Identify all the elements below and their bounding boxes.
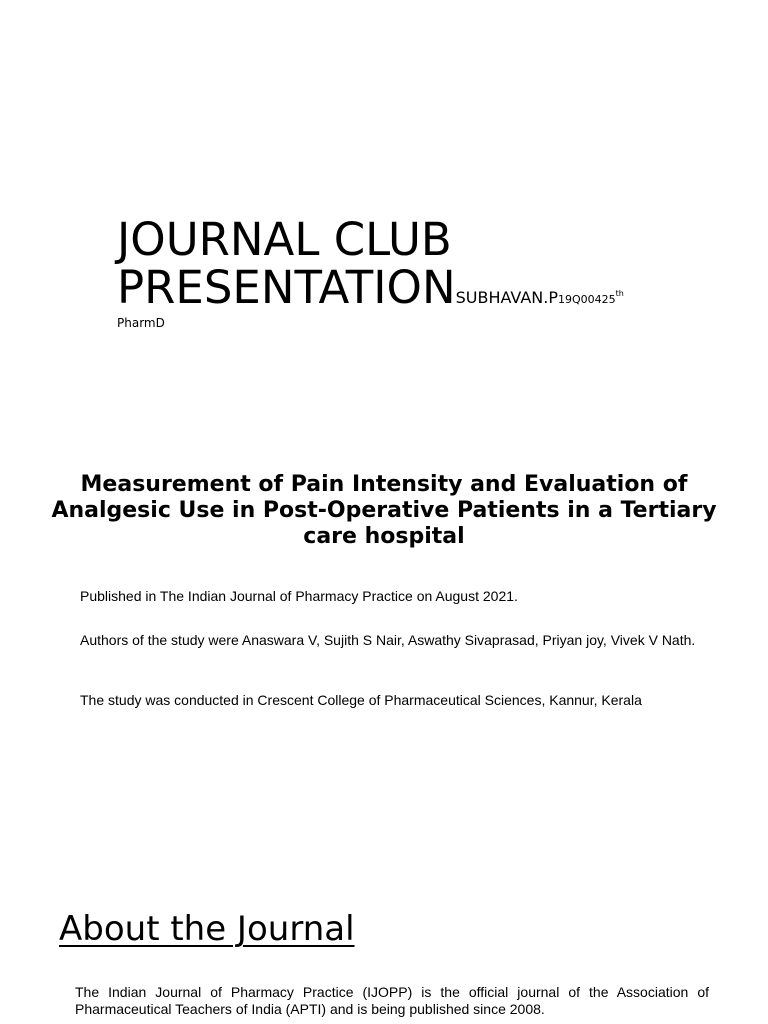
title-line-2 (117, 261, 737, 324)
presenter-name: SUBHAVAN.P (455, 288, 558, 307)
about-journal-text: The Indian Journal of Pharmacy Practice (IJOPP) is the official journal of the Association of Pharmaceutical Teachers of India (APTI) and is being published since 2008. (75, 984, 709, 1017)
presenter-superscript: th (615, 289, 624, 298)
presenter-id: 19Q00425 (558, 293, 616, 306)
publication-info: Published in The Indian Journal of Pharmacy Practice on August 2021. (80, 588, 518, 604)
authors-info: Authors of the study were Anaswara V, Sujith S Nair, Aswathy Sivaprasad, Priyan joy, Vivek V Nath. (80, 632, 696, 648)
paper-title: Measurement of Pain Intensity and Evaluation of Analgesic Use in Post-Operative Patients in a Tertiary care hospital (51, 472, 717, 549)
about-journal-heading: About the Journal (59, 909, 355, 949)
study-location: The study was conducted in Crescent College of Pharmaceutical Sciences, Kannur, Kerala (80, 692, 642, 708)
presentation-title (117, 213, 737, 324)
title-line-1: JOURNAL CLUB (117, 213, 452, 266)
presenter-course: PharmD (117, 316, 165, 330)
title-line-2-text: PRESENTATION (117, 261, 456, 314)
